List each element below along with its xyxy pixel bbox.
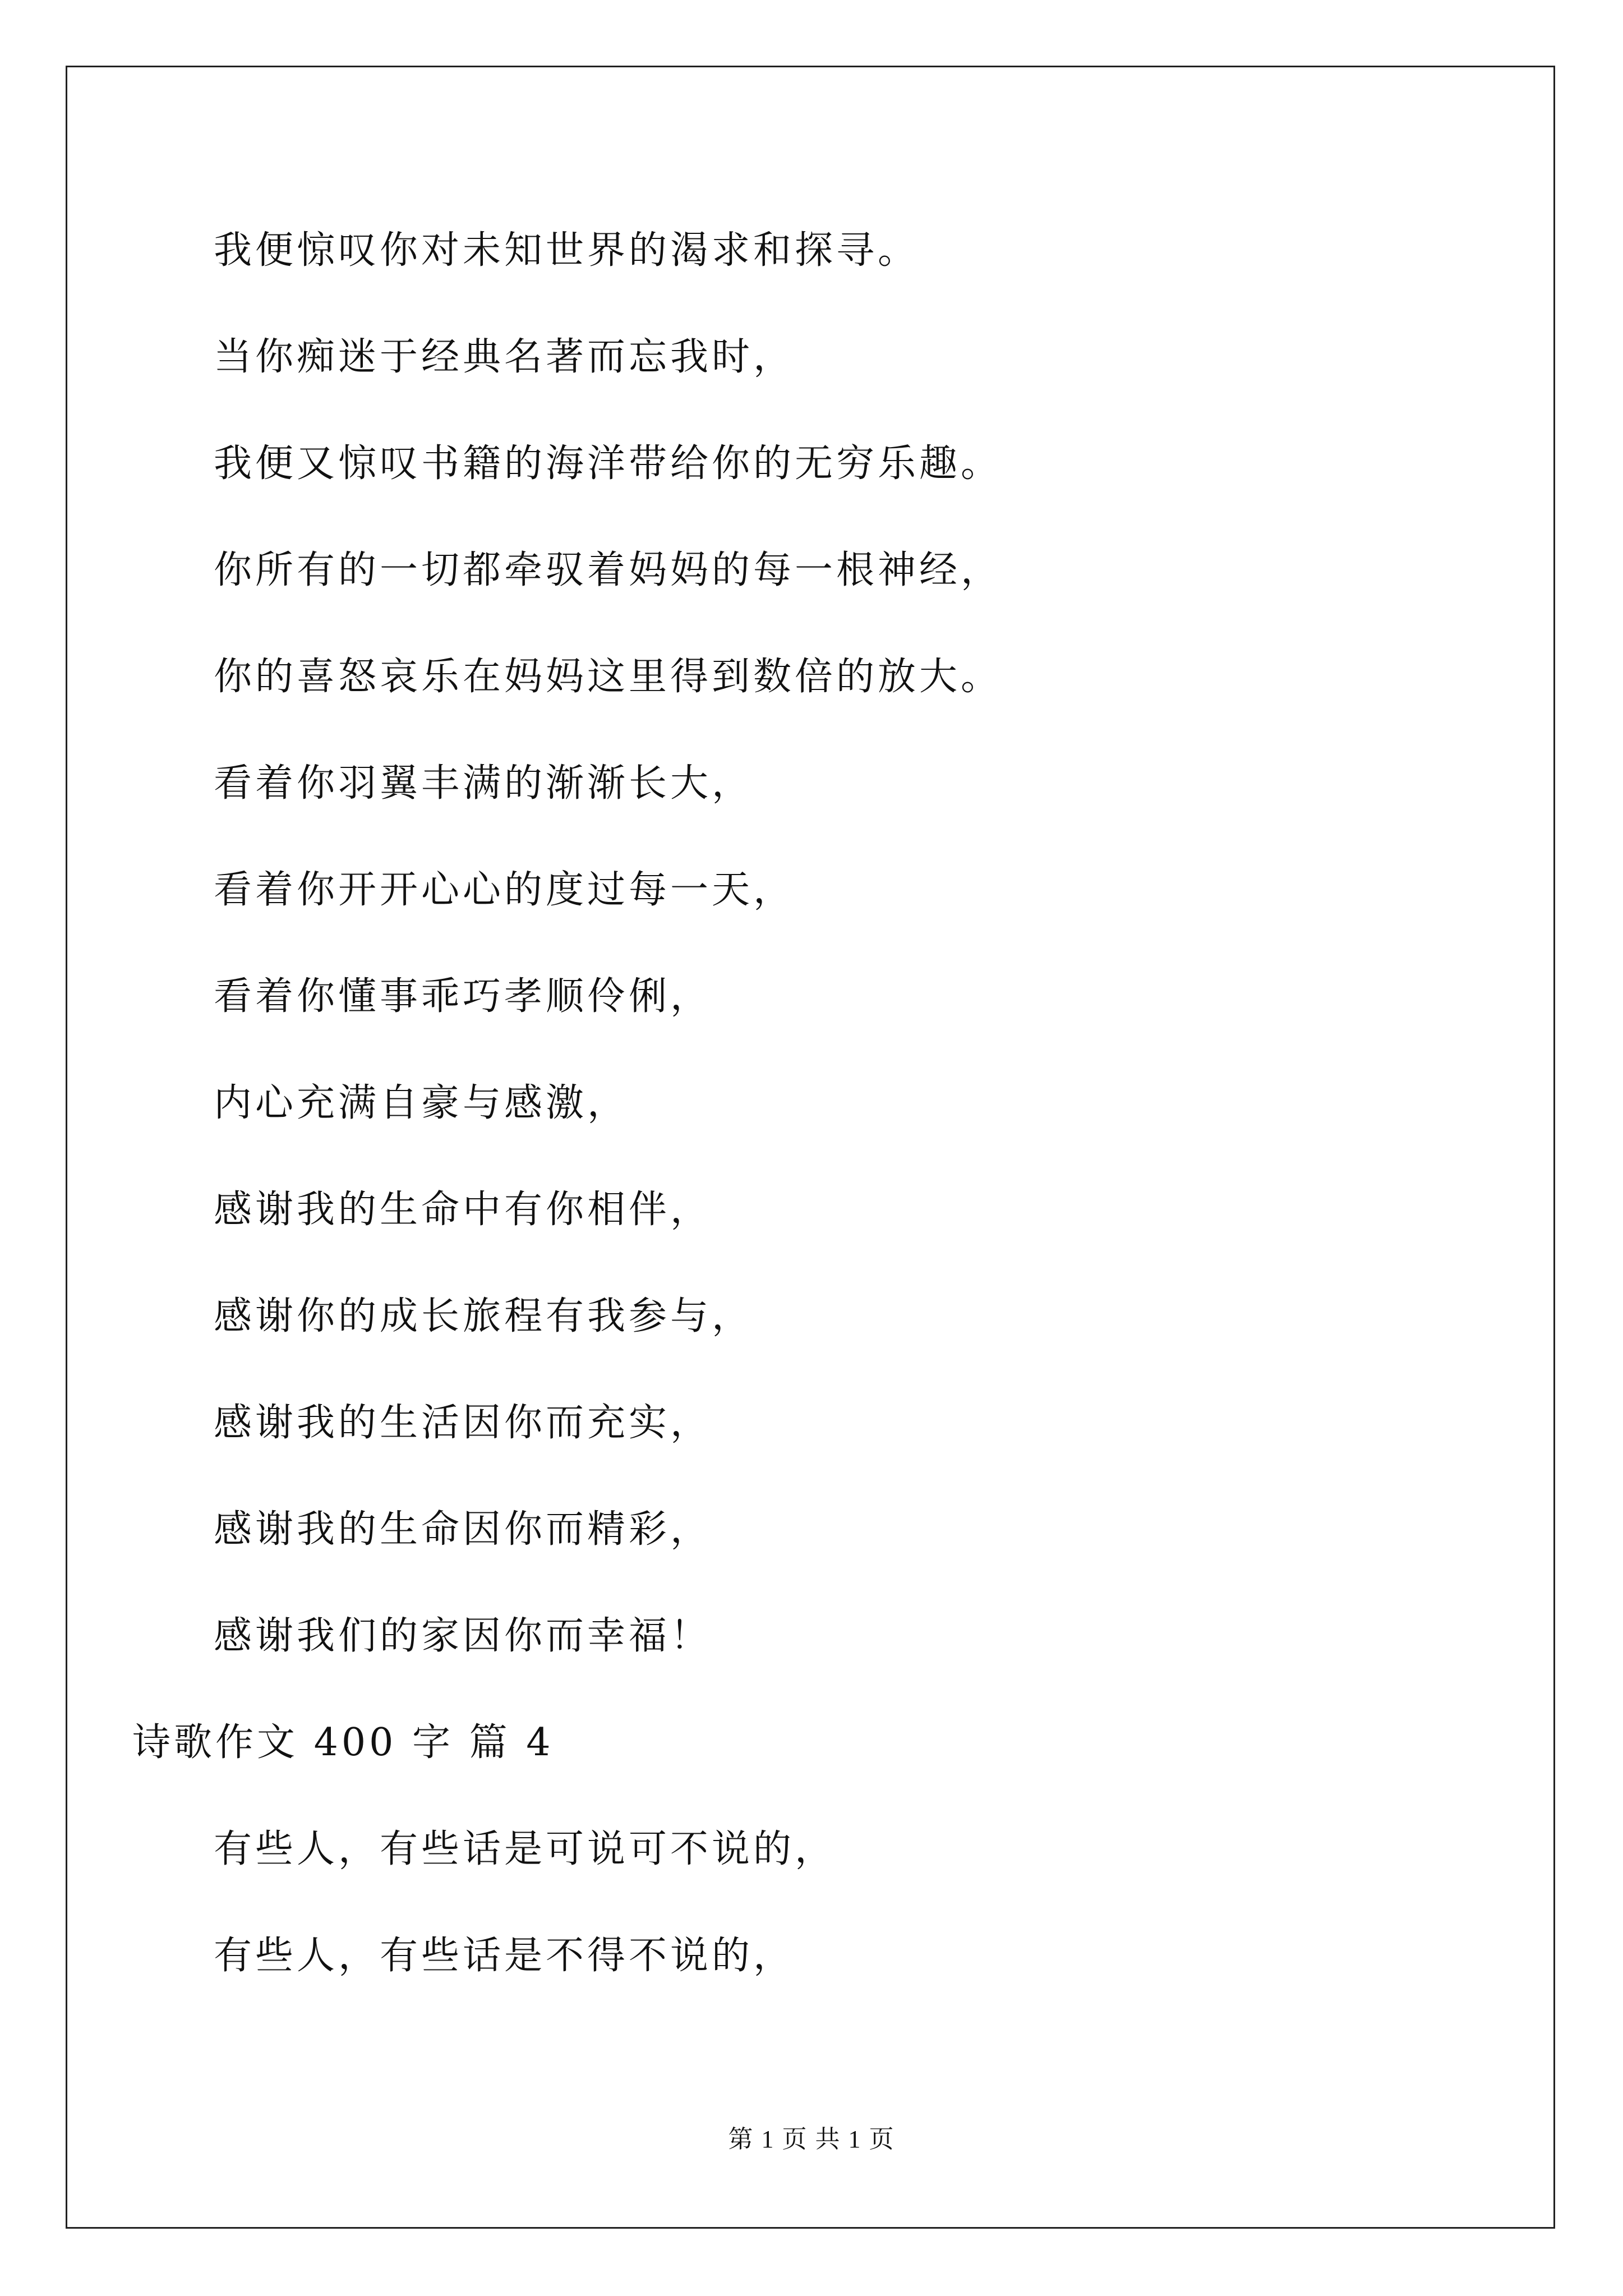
poem-line: 感谢你的成长旅程有我参与， xyxy=(214,1294,754,1338)
poem-line: 看着你羽翼丰满的渐渐长大， xyxy=(214,761,754,806)
poem-line: 感谢我们的家因你而幸福！ xyxy=(214,1614,712,1658)
page-border xyxy=(66,66,1555,2229)
page-footer: 第 1 页 共 1 页 xyxy=(728,2125,895,2153)
poem-line: 你的喜怒哀乐在妈妈这里得到数倍的放大。 xyxy=(214,655,1003,699)
poem-line: 你所有的一切都牵驭着妈妈的每一根神经， xyxy=(214,548,1003,592)
poem-line: 感谢我的生命中有你相伴， xyxy=(214,1188,712,1232)
poem-line: 感谢我的生命因你而精彩， xyxy=(214,1507,712,1552)
poem-line: 我便又惊叹书籍的海洋带给你的无穷乐趣。 xyxy=(214,441,1003,486)
poem-line: 内心充满自豪与感激， xyxy=(214,1081,629,1125)
poem-line: 我便惊叹你对未知世界的渴求和探寻。 xyxy=(214,228,920,273)
poem-line: 看着你懂事乖巧孝顺伶俐， xyxy=(214,974,712,1019)
poem-line: 看着你开开心心的度过每一天， xyxy=(214,868,795,912)
poem-line: 有些人，有些话是不得不说的， xyxy=(214,1934,795,1978)
poem-line: 当你痴迷于经典名著而忘我时， xyxy=(214,335,795,379)
poem-line: 有些人，有些话是可说可不说的， xyxy=(214,1827,837,1871)
section-heading: 诗歌作文 400 字 篇 4 xyxy=(132,1720,554,1765)
poem-line: 感谢我的生活因你而充实， xyxy=(214,1401,712,1445)
